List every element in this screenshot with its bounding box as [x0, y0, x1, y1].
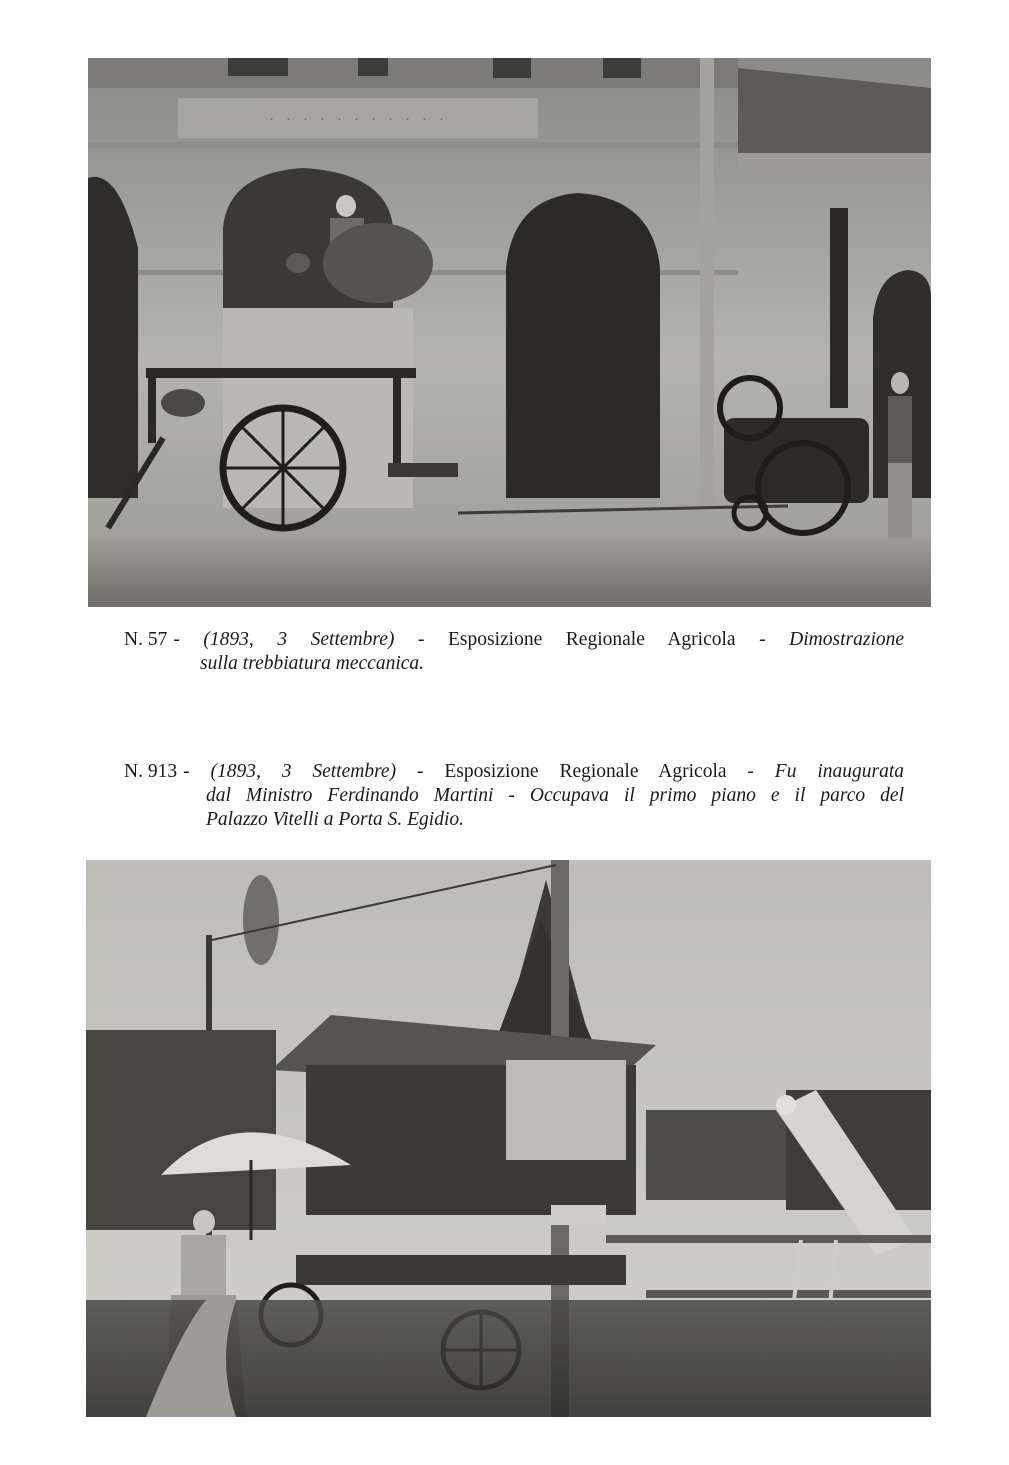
caption-n913-separator-3: -: [726, 761, 775, 782]
caption-n913-first-line: [183, 760, 904, 784]
caption-n913-date: (1893, 3 Settembre): [210, 761, 397, 782]
caption-n57-number: N. 57: [124, 629, 168, 650]
caption-n913-line1: [124, 760, 904, 784]
photo-threshing-demonstration: [88, 58, 931, 607]
caption-n913-line3: Palazzo Vitelli a Porta S. Egidio.: [206, 809, 465, 830]
caption-n913-number: N. 913: [124, 761, 178, 782]
caption-n913-title: Esposizione Regionale Agricola: [444, 761, 727, 782]
caption-n57-title: Esposizione Regionale Agricola: [448, 629, 736, 650]
photo-threshing-demonstration-image: [88, 58, 931, 607]
caption-n57-description-start: Dimostrazione: [789, 629, 905, 650]
caption-n913-separator-2: -: [396, 761, 445, 782]
photo-exhibition-grounds-image: [86, 860, 931, 1417]
photo-exhibition-grounds: [86, 860, 931, 1417]
caption-n57-date: (1893, 3 Settembre): [203, 629, 395, 650]
caption-n57-separator-3: -: [735, 629, 790, 650]
caption-n57: [124, 628, 904, 676]
caption-n913-line2: dal Ministro Ferdinando Martini - Occupava il primo piano e il parco del: [206, 785, 904, 806]
caption-n913: [124, 760, 904, 832]
caption-n57-separator-1: -: [173, 629, 204, 650]
caption-n57-separator-2: -: [394, 629, 448, 650]
caption-n57-line1: [124, 628, 904, 652]
svg-text:· · · · · · · · · · ·: · · · · · · · · · · ·: [268, 108, 448, 128]
caption-n57-description-end: sulla trebbiatura meccanica.: [200, 653, 425, 674]
caption-n913-separator-1: -: [183, 761, 211, 782]
caption-n57-first-line: [173, 628, 904, 652]
caption-n913-description-start: Fu inaugurata: [774, 761, 904, 782]
